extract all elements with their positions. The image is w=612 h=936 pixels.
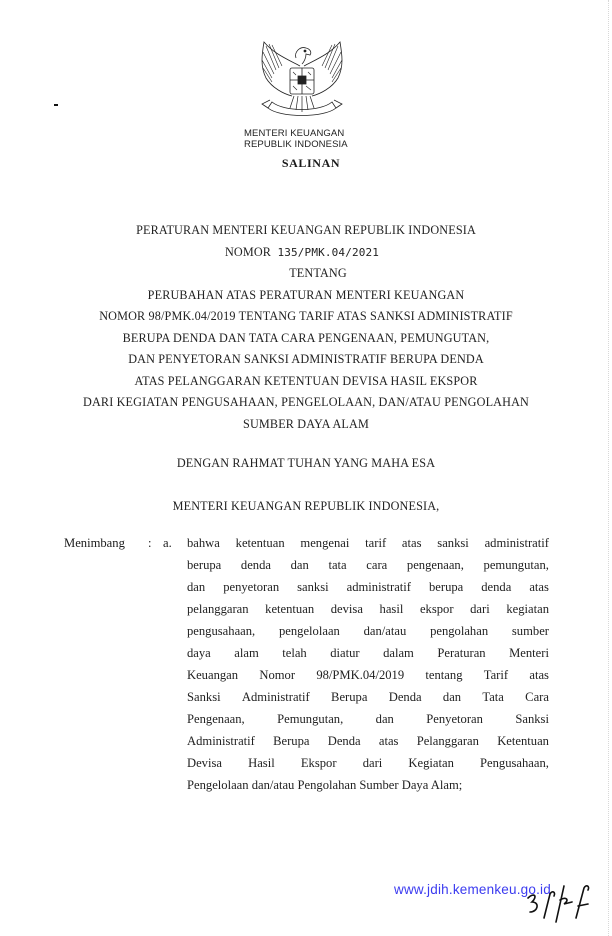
text-line: Administratif Berupa Denda atas Pelanggaran Ketentuan (187, 734, 549, 748)
text-line: berupa denda dan tata cara pengenaan, pemungutan, (187, 558, 549, 572)
considering-item-a (187, 532, 549, 796)
item-letter: a. (163, 536, 172, 550)
text-line: Pengenaan, Pemungutan, dan Penyetoran Sanksi (187, 712, 549, 726)
scan-speck (54, 104, 58, 106)
considering-colon: : (148, 536, 152, 550)
ministry-letterhead (244, 128, 348, 150)
text-line: Pengelolaan dan/atau Pengolahan Sumber Daya Alam; (187, 778, 463, 792)
text-line: daya alam telah diatur dalam Peraturan Menteri (187, 646, 549, 660)
subject-line: PERUBAHAN ATAS PERATURAN MENTERI KEUANGAN (147, 287, 465, 302)
jdih-website-link[interactable]: www.jdih.kemenkeu.go.id (394, 882, 551, 897)
subject-line: DARI KEGIATAN PENGUSAHAAN, PENGELOLAAN, DAN/ATAU PENGOLAHAN (83, 395, 529, 409)
garuda-emblem-icon (254, 36, 350, 124)
text-line: dan penyetoran sanksi administratif berupa denda atas (187, 580, 549, 594)
considering-label: Menimbang (64, 536, 125, 550)
subject-line: BERUPA DENDA DAN TATA CARA PENGENAAN, PEMUNGUTAN, (122, 330, 490, 345)
subject-line: NOMOR 98/PMK.04/2019 TENTANG TARIF ATAS SANKSI ADMINISTRATIF (99, 309, 513, 323)
nomor-value: 135/PMK.04/2021 (277, 245, 380, 259)
text-line: pengusahaan, pengelolaan dan/atau pengolahan sumber (187, 624, 549, 638)
regulation-type: PERATURAN MENTERI KEUANGAN REPUBLIK INDONESIA (136, 223, 476, 237)
text-line: pelanggaran ketentuan devisa hasil ekspor dari kegiatan (187, 602, 549, 616)
regulation-title-block (0, 220, 612, 435)
regulation-number (0, 242, 612, 264)
tentang-label: TENTANG (289, 266, 347, 280)
nomor-label: NOMOR (224, 244, 272, 259)
text-line: bahwa ketentuan mengenai tarif atas sanksi administratif (187, 536, 549, 550)
text-line: Sanksi Administratif Berupa Denda dan Tata Cara (187, 690, 549, 704)
copy-label: SALINAN (281, 156, 341, 170)
grace-invocation: DENGAN RAHMAT TUHAN YANG MAHA ESA (176, 456, 436, 470)
subject-line: DAN PENYETORAN SANKSI ADMINISTRATIF BERUPA DENDA (128, 352, 484, 366)
signature-initials-icon (520, 878, 600, 926)
ministry-name: MENTERI KEUANGAN (244, 128, 345, 139)
text-line: Keuangan Nomor 98/PMK.04/2019 tentang Tarif atas (187, 668, 549, 682)
text-line: Devisa Hasil Ekspor dari Kegiatan Pengusahaan, (187, 756, 549, 770)
ministry-country: REPUBLIK INDONESIA (244, 139, 348, 150)
subject-line: SUMBER DAYA ALAM (243, 416, 369, 431)
issuing-authority: MENTERI KEUANGAN REPUBLIK INDONESIA, (172, 499, 440, 513)
subject-line: ATAS PELANGGARAN KETENTUAN DEVISA HASIL EKSPOR (134, 373, 478, 388)
